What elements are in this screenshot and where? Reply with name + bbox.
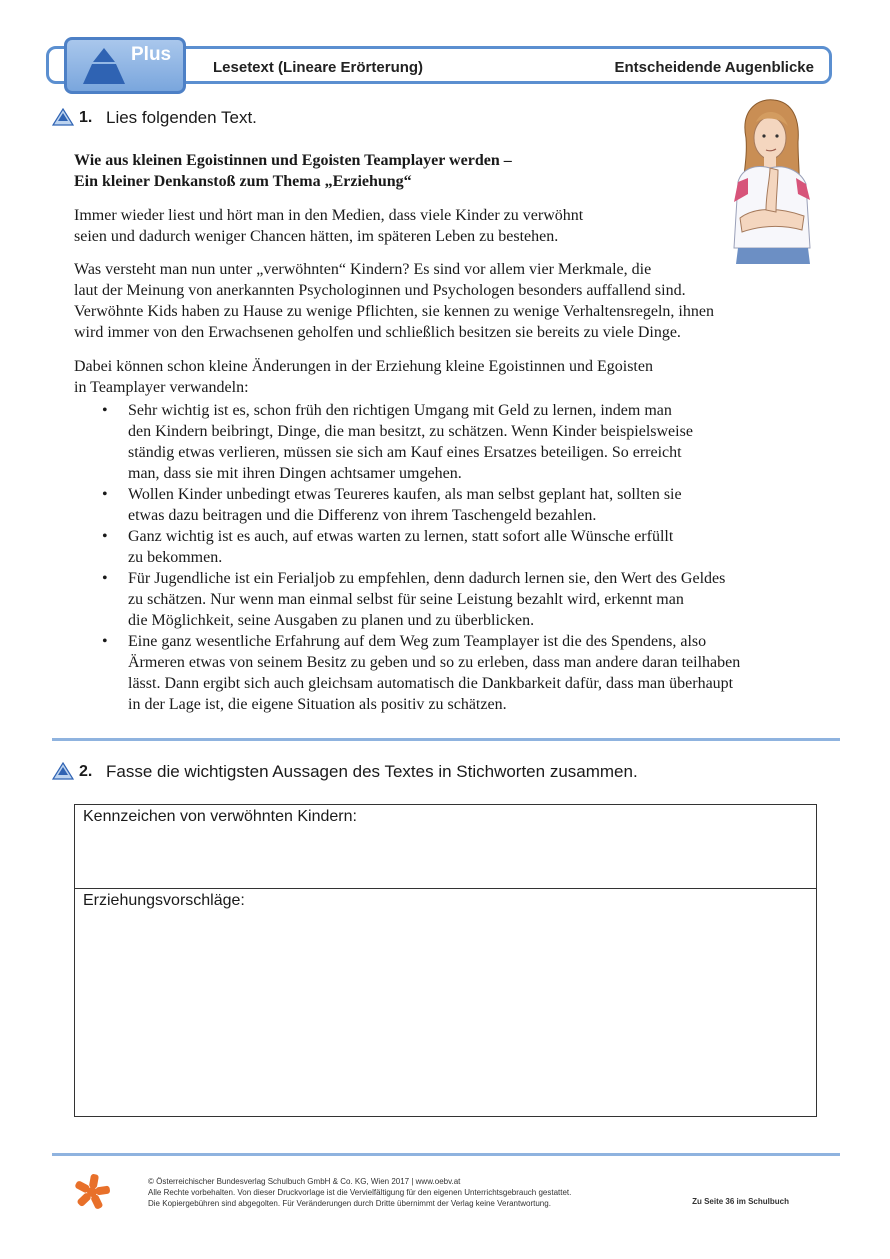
article-title-line: Wie aus kleinen Egoistinnen und Egoisten Teamplayer werden –	[74, 152, 512, 169]
paragraph-3	[74, 356, 653, 398]
list-item	[74, 400, 834, 484]
footer-line: © Österreichischer Bundesverlag Schulbuch GmbH & Co. KG, Wien 2017 | www.oebv.at	[148, 1177, 461, 1186]
answer-label: Erziehungsvorschläge:	[83, 892, 245, 909]
task-2-number: 2.	[79, 763, 93, 780]
list-item	[74, 484, 834, 526]
task-1-instruction: Lies folgenden Text.	[106, 108, 257, 127]
bullet-icon: •	[102, 528, 108, 545]
paragraph-line: Immer wieder liest und hört man in den Medien, dass viele Kinder zu verwöhnt	[74, 207, 584, 224]
list-item-line: Ganz wichtig ist es auch, auf etwas warten zu lernen, statt sofort alle Wünsche erfüllt	[128, 528, 674, 545]
list-item-line: in der Lage ist, die eigene Situation als positiv zu schätzen.	[128, 696, 507, 713]
footer-copyright	[148, 1176, 571, 1209]
list-item	[74, 568, 834, 631]
bullet-icon: •	[102, 570, 108, 587]
list-item-line: etwas dazu beitragen und die Differenz von ihrem Taschengeld bezahlen.	[128, 507, 597, 524]
answer-table	[74, 804, 817, 1117]
bullet-list	[74, 400, 834, 715]
answer-field-characteristics[interactable]	[75, 805, 816, 889]
paragraph-line: Verwöhnte Kids haben zu Hause zu wenige Pflichten, sie kennen zu wenige Verhaltensregeln, ihnen	[74, 303, 714, 320]
paragraph-line: seien und dadurch weniger Chancen hätten, im späteren Leben zu bestehen.	[74, 228, 559, 245]
logo-label: Plus	[131, 44, 172, 65]
list-item-line: Wollen Kinder unbedingt etwas Teureres kaufen, als man selbst geplant hat, sollten sie	[128, 486, 682, 503]
paragraph-2	[74, 259, 714, 343]
paragraph-line: in Teamplayer verwandeln:	[74, 379, 249, 396]
list-item-line: Sehr wichtig ist es, schon früh den richtigen Umgang mit Geld zu lernen, indem man	[128, 402, 672, 419]
task-level-icon	[52, 762, 74, 780]
list-item-line: Eine ganz wesentliche Erfahrung auf dem Weg zum Teamplayer ist die des Spendens, also	[128, 633, 707, 650]
publisher-logo-icon	[72, 1172, 112, 1212]
section-divider	[52, 738, 840, 741]
article-title	[74, 150, 694, 192]
footer-page-reference: Zu Seite 36 im Schulbuch	[692, 1197, 789, 1206]
answer-label: Kennzeichen von verwöhnten Kindern:	[83, 808, 357, 825]
bullet-icon: •	[102, 486, 108, 503]
list-item-line: die Möglichkeit, seine Ausgaben zu planen und zu überblicken.	[128, 612, 535, 629]
footer-line: Die Kopiergebühren sind abgegolten. Für Veränderungen durch Dritte übernimmt der Verlag keine Verantwortung.	[148, 1199, 551, 1208]
list-item-line: man, dass sie mit ihren Dingen achtsamer umgehen.	[128, 465, 462, 482]
list-item	[74, 631, 834, 715]
list-item-line: zu schätzen. Nur wenn man einmal selbst für seine Leistung bezahlt wird, erkennt man	[128, 591, 684, 608]
task-2-instruction: Fasse die wichtigsten Aussagen des Textes in Stichworten zusammen.	[106, 762, 638, 781]
header-subject: Lesetext (Lineare Erörterung)	[213, 59, 424, 76]
logo	[64, 37, 186, 94]
bullet-icon: •	[102, 402, 108, 419]
task-level-icon	[52, 108, 74, 126]
header-chapter: Entscheidende Augenblicke	[614, 59, 814, 76]
paragraph-line: Was versteht man nun unter „verwöhnten“ Kindern? Es sind vor allem vier Merkmale, die	[74, 261, 652, 278]
list-item-line: Ärmeren etwas von seinem Besitz zu geben und so zu erleben, dass man andere daran teilhaben	[128, 654, 741, 671]
paragraph-line: Dabei können schon kleine Änderungen in der Erziehung kleine Egoistinnen und Egoisten	[74, 358, 653, 375]
paragraph-line: wird immer von den Erwachsenen geholfen und schließlich besitzen sie bereits zu viele Dinge.	[74, 324, 681, 341]
list-item-line: zu bekommen.	[128, 549, 223, 566]
list-item-line: Für Jugendliche ist ein Ferialjob zu empfehlen, denn dadurch lernen sie, den Wert des Geldes	[128, 570, 726, 587]
list-item-line: lässt. Dann ergibt sich auch gleichsam automatisch die Dankbarkeit dafür, dass man überhaupt	[128, 675, 734, 692]
footer-line: Alle Rechte vorbehalten. Von dieser Druckvorlage ist die Vervielfältigung für den eigenen Unterrichtsgebrauch gestattet.	[148, 1188, 572, 1197]
bullet-icon: •	[102, 633, 108, 650]
list-item-line: den Kindern beibringt, Dinge, die man besitzt, zu schätzen. Wenn Kinder beispielsweise	[128, 423, 693, 440]
article-title-line: Ein kleiner Denkanstoß zum Thema „Erziehung“	[74, 173, 412, 190]
answer-field-suggestions[interactable]	[75, 889, 816, 1116]
paragraph-line: laut der Meinung von anerkannten Psychologinnen und Psychologen besonders auffallend sind.	[74, 282, 686, 299]
task-1-number: 1.	[79, 109, 93, 126]
girl-illustration	[726, 98, 812, 264]
paragraph-1	[74, 205, 583, 247]
pyramid-logo-icon	[81, 46, 127, 86]
list-item-line: ständig etwas verlieren, müssen sie sich am Kauf eines Ersatzes beteiligen. So erreicht	[128, 444, 682, 461]
list-item	[74, 526, 834, 568]
footer-divider	[52, 1153, 840, 1156]
